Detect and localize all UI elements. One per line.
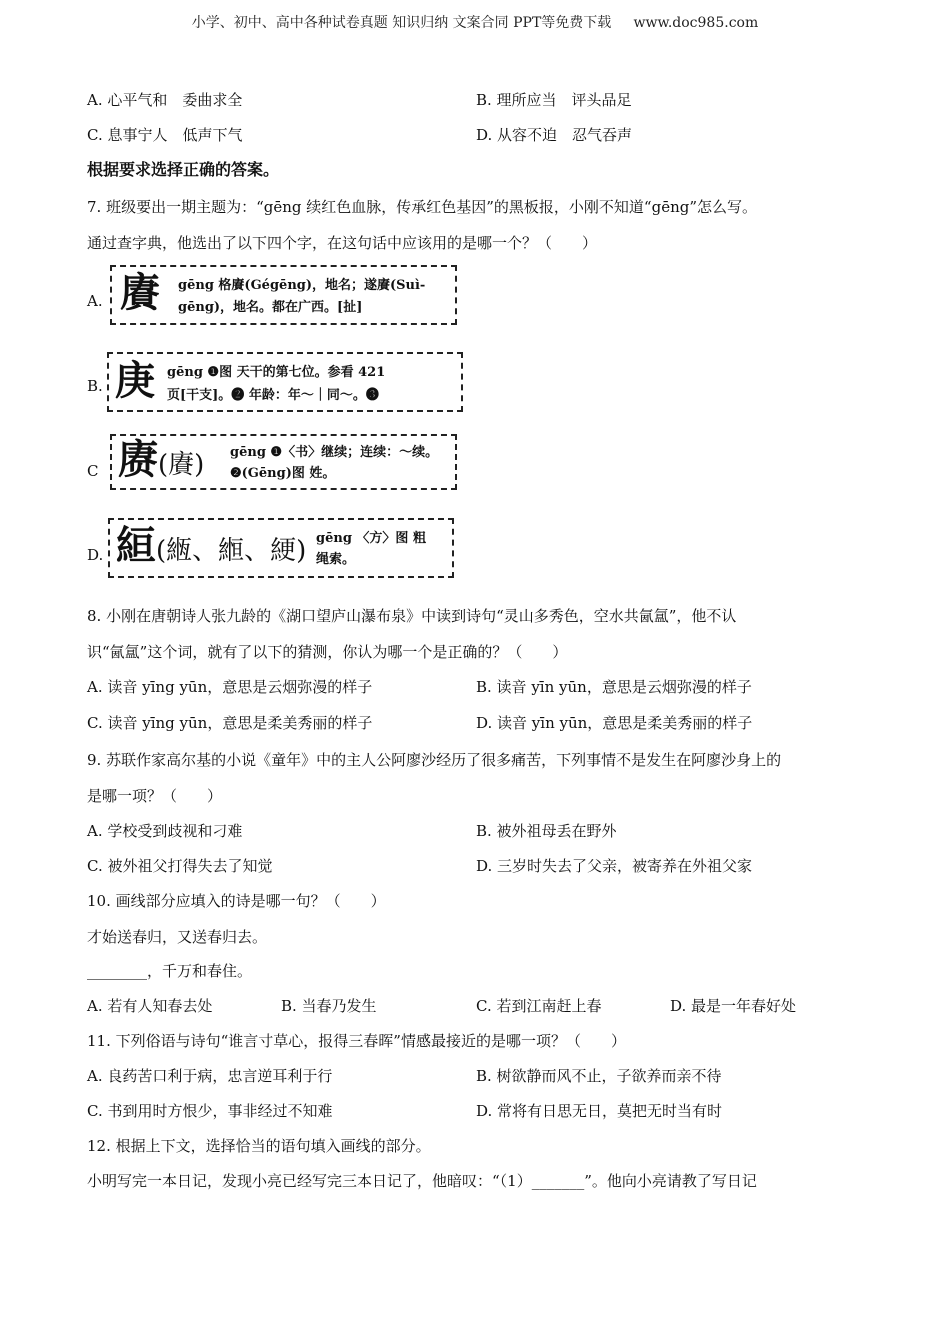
q12-stem-line1: 12. 根据上下文，选择恰当的语句填入画线的部分。 <box>87 1137 431 1155</box>
q9-stem-line1: 9. 苏联作家高尔基的小说《童年》中的主人公阿廖沙经历了很多痛苦，下列事情不是发生在阿廖沙身上的 <box>87 751 782 769</box>
q9-stem-line2: 是哪一项？（ ） <box>87 787 223 805</box>
q7-option-b-char: 庚 <box>115 357 155 404</box>
q8-stem-line1: 8. 小刚在唐朝诗人张九龄的《湖口望庐山瀑布泉》中读到诗句“灵山多秀色，空水共氤氲”，他不认 <box>87 607 737 625</box>
q10-option-a: A. 若有人知春去处 <box>87 997 213 1015</box>
q9-option-b: B. 被外祖母丢在野外 <box>476 822 617 840</box>
q7-option-a-label: A. <box>87 292 103 310</box>
q6-option-a: A. 心平气和 委曲求全 <box>87 91 243 109</box>
q11-stem: 11. 下列俗语与诗句“谁言寸草心，报得三春晖”情感最接近的是哪一项？（ ） <box>87 1032 626 1050</box>
q7-option-a-text1: gēng 格賡(Gégēng)，地名；遂賡(Suì- <box>178 278 426 293</box>
q7-option-c-variant: (賡) <box>158 450 205 480</box>
q6-option-b: B. 理所应当 评头品足 <box>476 91 632 109</box>
q7-option-c-text1: gēng ❶〈书〉继续；连续：～续。 <box>230 445 439 460</box>
q7-option-b-label: B. <box>87 377 103 395</box>
q7-option-b-text1: gēng ❶图 天干的第七位。参看 421 <box>167 365 386 380</box>
q9-option-d: D. 三岁时失去了父亲，被寄养在外祖父家 <box>476 857 753 875</box>
q8-stem-line2: 识“氤氲”这个词，就有了以下的猜测，你认为哪一个是正确的？（ ） <box>87 643 568 661</box>
q10-stem-line1: 10. 画线部分应填入的诗是哪一句？（ ） <box>87 892 386 910</box>
q7-option-d-char-wrap <box>116 524 306 573</box>
q8-option-a: A. 读音 yīng yūn，意思是云烟弥漫的样子 <box>87 678 373 696</box>
section-title: 根据要求选择正确的答案。 <box>87 160 280 179</box>
q8-option-b: B. 读音 yīn yūn，意思是云烟弥漫的样子 <box>476 678 752 696</box>
q8-option-d: D. 读音 yīn yūn，意思是柔美秀丽的样子 <box>476 714 753 732</box>
page-header <box>0 12 950 32</box>
q7-option-a-entry <box>110 265 457 325</box>
q7-option-d-label: D. <box>87 546 104 564</box>
q8-option-c: C. 读音 yīng yūn，意思是柔美秀丽的样子 <box>87 714 373 732</box>
q11-option-d: D. 常将有日思无日，莫把无时当有时 <box>476 1102 723 1120</box>
q7-option-c-text2: ❷(Gēng)图 姓。 <box>230 466 336 481</box>
q10-stem-line3: ________，千万和春住。 <box>87 962 253 980</box>
q11-option-a: A. 良药苦口利于病，忠言逆耳利于行 <box>87 1067 333 1085</box>
q7-stem-line1: 7. 班级要出一期主题为：“gēng 续红色血脉，传承红色基因”的黑板报，小刚不知道“gēng”怎么写。 <box>87 198 758 216</box>
q7-option-c-label: C <box>87 462 99 480</box>
q7-option-d-variant: (緪、縆、綆) <box>156 536 307 566</box>
q7-option-c-entry <box>110 434 457 490</box>
q11-option-b: B. 树欲静而风不止，子欲养而亲不待 <box>476 1067 722 1085</box>
q7-option-d-text1: gēng 〈方〉图 粗 <box>316 531 426 546</box>
q10-option-d: D. 最是一年春好处 <box>670 997 797 1015</box>
q7-stem-line2: 通过查字典，他选出了以下四个字，在这句话中应该用的是哪一个？（ ） <box>87 234 598 252</box>
header-site: www.doc985.com <box>633 15 759 31</box>
q7-option-c-char: 赓 <box>118 436 158 483</box>
q9-option-c: C. 被外祖父打得失去了知觉 <box>87 857 273 875</box>
q10-option-b: B. 当春乃发生 <box>281 997 377 1015</box>
q7-option-d-char: 絙 <box>116 522 156 569</box>
q9-option-a: A. 学校受到歧视和刁难 <box>87 822 243 840</box>
q7-option-a-char: 賡 <box>120 269 160 316</box>
q10-option-c: C. 若到江南赶上春 <box>476 997 602 1015</box>
q7-option-d-text2: 绳索。 <box>316 552 356 567</box>
q7-option-c-char-wrap <box>118 438 204 487</box>
q10-stem-line2: 才始送春归，又送春归去。 <box>87 928 268 946</box>
header-text: 小学、初中、高中各种试卷真题 知识归纳 文案合同 PPT等免费下载 <box>191 15 612 31</box>
q7-option-a-text2: gēng)，地名。都在广西。[扯] <box>178 300 363 315</box>
q12-stem-line2: 小明写完一本日记，发现小亮已经写完三本日记了，他暗叹：“（1）_______”。他向小亮请教了写日记 <box>87 1172 757 1190</box>
q6-option-d: D. 从容不迫 忍气吞声 <box>476 126 633 144</box>
q11-option-c: C. 书到用时方恨少，事非经过不知难 <box>87 1102 333 1120</box>
q7-option-b-entry <box>107 352 463 412</box>
q6-option-c: C. 息事宁人 低声下气 <box>87 126 243 144</box>
q7-option-d-entry <box>108 518 454 578</box>
q7-option-b-text2: 页[干支]。❷ 年龄：年～｜同～。❸ <box>167 388 379 403</box>
